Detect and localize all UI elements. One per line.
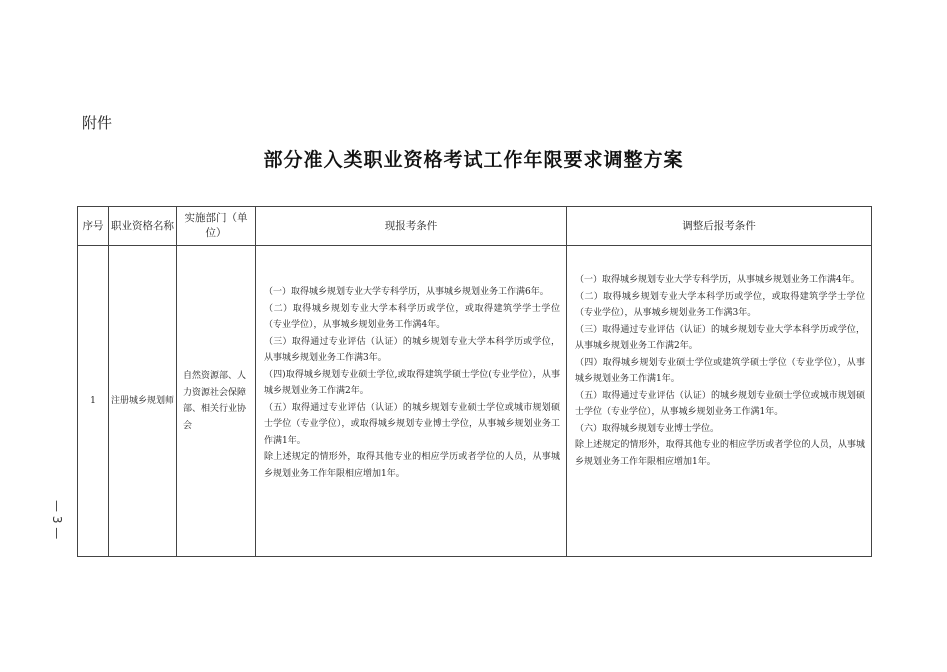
header-qualification: 职业资格名称 <box>109 207 177 246</box>
adjusted-condition-item: （三）取得通过专业评估（认证）的城乡规划专业大学本科学历或学位，从事城乡规划业务工作满2年。 <box>575 324 865 351</box>
cell-adjusted-conditions <box>567 246 872 557</box>
document-title: 部分准入类职业资格考试工作年限要求调整方案 <box>263 149 684 171</box>
header-seq: 序号 <box>78 207 109 246</box>
page-number: — 3 — <box>50 500 64 540</box>
cell-seq: 1 <box>78 246 109 557</box>
cell-department: 自然资源部、人力资源社会保障部、相关行业协会 <box>177 246 256 557</box>
cell-current-conditions <box>256 246 567 557</box>
adjusted-condition-item: （六）取得城乡规划专业博士学位。 <box>575 423 720 434</box>
header-department: 实施部门（单位） <box>177 207 256 246</box>
header-adjusted-conditions: 调整后报考条件 <box>567 207 872 246</box>
adjusted-condition-item: （四）取得城乡规划专业硕士学位或建筑学硕士学位（专业学位），从事城乡规划业务工作满1年。 <box>575 357 865 384</box>
header-current-conditions: 现报考条件 <box>256 207 567 246</box>
current-condition-note: 除上述规定的情形外，取得其他专业的相应学历或者学位的人员，从事城乡规划业务工作年限相应增加1年。 <box>264 452 560 479</box>
current-condition-item: （三）取得通过专业评估（认证）的城乡规划专业大学本科学历或学位，从事城乡规划业务工作满3年。 <box>264 336 560 363</box>
current-condition-item: （二）取得城乡规划专业大学本科学历或学位，或取得建筑学学士学位（专业学位），从事城乡规划业务工作满4年。 <box>264 303 560 330</box>
attachment-label: 附件 <box>82 114 113 132</box>
requirements-table <box>77 206 872 557</box>
table-header-row <box>78 207 872 246</box>
current-condition-item: （四)取得城乡规划专业硕士学位,或取得建筑学硕士学位(专业学位），从事城乡规划业务工作满2年。 <box>264 369 560 396</box>
adjusted-condition-note: 除上述规定的情形外，取得其他专业的相应学历或者学位的人员，从事城乡规划业务工作年限相应增加1年。 <box>575 440 865 467</box>
current-condition-item: （五）取得通过专业评估（认证）的城乡规划专业硕士学位或城市规划硕士学位（专业学位），或取得城乡规划专业博士学位，从事城乡规划业务工作满1年。 <box>264 402 560 446</box>
current-condition-item: （一）取得城乡规划专业大学专科学历，从事城乡规划业务工作满6年。 <box>264 287 549 297</box>
adjusted-condition-item: （五）取得通过专业评估（认证）的城乡规划专业硕士学位或城市规划硕士学位（专业学位），从事城乡规划业务工作满1年。 <box>575 390 865 417</box>
table-row <box>78 246 872 557</box>
cell-qualification: 注册城乡规划师 <box>109 246 177 557</box>
adjusted-condition-item: （一）取得城乡规划专业大学专科学历，从事城乡规划业务工作满4年。 <box>575 275 860 285</box>
adjusted-condition-item: （二）取得城乡规划专业大学本科学历或学位，或取得建筑学学士学位（专业学位），从事城乡规划业务工作满3年。 <box>575 291 865 318</box>
